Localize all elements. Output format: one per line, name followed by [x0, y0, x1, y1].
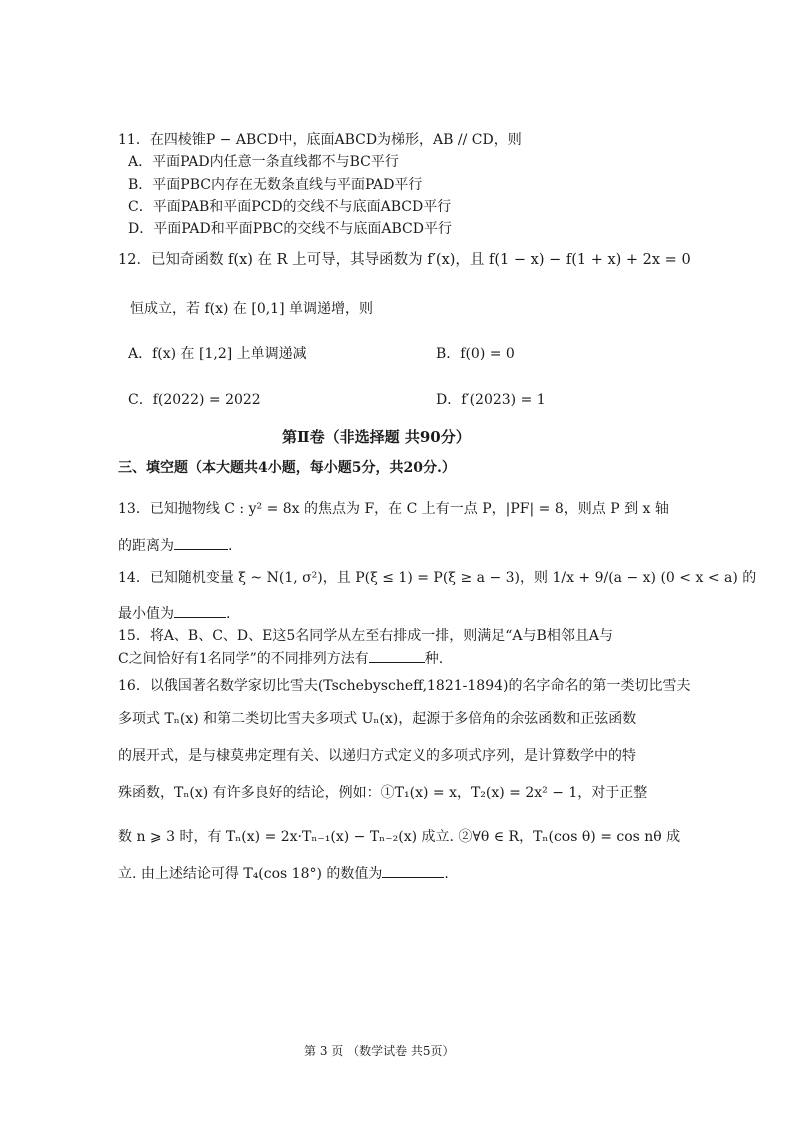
- q12-option-b: B．f(0) = 0: [436, 346, 515, 362]
- q11-option-d: D．平面PAD和平面PBC的交线不与底面ABCD平行: [128, 221, 452, 237]
- q11-option-a: A．平面PAD内任意一条直线都不与BC平行: [128, 154, 399, 170]
- q13-prompt: 的距离为: [118, 538, 174, 554]
- q12-option-d: D．f′(2023) = 1: [436, 392, 546, 408]
- q15-line-2: [118, 651, 443, 668]
- q12-option-c: C．f(2022) = 2022: [128, 392, 261, 408]
- q12-option-a: A．f(x) 在 [1,2] 上单调递减: [128, 346, 307, 362]
- q12-stem: 12．已知奇函数 f(x) 在 R 上可导，其导函数为 f′(x)，且 f(1 − x) − f(1 + x) + 2x = 0: [118, 252, 691, 268]
- q15-answer-blank[interactable]: [369, 661, 425, 663]
- q16-line-4: 殊函数，Tₙ(x) 有许多良好的结论，例如：①T₁(x) = x，T₂(x) = 2x² − 1，对于正整: [118, 785, 648, 801]
- q16-end: .: [444, 866, 449, 882]
- section-3-title: 三、填空题（本大题共4小题，每小题5分，共20分.）: [118, 460, 456, 476]
- q12-stem-continued: 恒成立，若 f(x) 在 [0,1] 单调递增，则: [130, 301, 373, 317]
- q13-answer-blank[interactable]: [174, 548, 228, 550]
- q16-answer-blank[interactable]: [382, 876, 444, 878]
- q11-option-b: B．平面PBC内存在无数条直线与平面PAD平行: [128, 177, 423, 193]
- q15-prompt: C之间恰好有1名同学”的不同排列方法有: [118, 651, 369, 667]
- q16-line-1: 16．以俄国著名数学家切比雪夫(Tschebyscheff,1821-1894)的名字命名的第一类切比雪夫: [118, 678, 691, 694]
- section-2-title: 第Ⅱ卷（非选择题 共90分）: [282, 428, 471, 446]
- q14-end: .: [226, 606, 231, 622]
- q11-stem: 11．在四棱锥P − ABCD中，底面ABCD为梯形，AB // CD，则: [118, 132, 522, 148]
- q16-prompt: 立. 由上述结论可得 T₄(cos 18°) 的数值为: [118, 866, 383, 882]
- q16-line-5: 数 n ⩾ 3 时，有 Tₙ(x) = 2x·Tₙ₋₁(x) − Tₙ₋₂(x) 成立. ②∀θ ∈ R，Tₙ(cos θ) = cos nθ 成: [118, 829, 681, 845]
- q11-option-c: C．平面PAB和平面PCD的交线不与底面ABCD平行: [128, 199, 452, 215]
- q14-prompt: 最小值为: [118, 606, 174, 622]
- q15-line-1: 15．将A、B、C、D、E这5名同学从左至右排成一排，则满足“A与B相邻且A与: [118, 628, 613, 644]
- q16-line-3: 的展开式，是与棣莫弗定理有关、以递归方式定义的多项式序列，是计算数学中的特: [118, 748, 636, 764]
- q15-end: 种.: [424, 651, 444, 667]
- q14-answer-blank[interactable]: [174, 616, 226, 618]
- q13-line-2: [118, 538, 232, 555]
- page-footer: 第 3 页 （数学试卷 共5页）: [304, 1044, 455, 1058]
- q14-line-1: 14．已知随机变量 ξ ~ N(1, σ²)，且 P(ξ ≤ 1) = P(ξ ≥ a − 3)，则 1/x + 9/(a − x) (0 < x < a) 的: [118, 570, 757, 586]
- q16-line-2: 多项式 Tₙ(x) 和第二类切比雪夫多项式 Uₙ(x)，起源于多倍角的余弦函数和正弦函数: [118, 711, 637, 727]
- q16-line-6: [118, 866, 449, 883]
- q14-line-2: [118, 606, 230, 623]
- q13-end: .: [228, 538, 233, 554]
- q13-line-1: 13．已知抛物线 C : y² = 8x 的焦点为 F，在 C 上有一点 P，|PF| = 8，则点 P 到 x 轴: [118, 501, 669, 517]
